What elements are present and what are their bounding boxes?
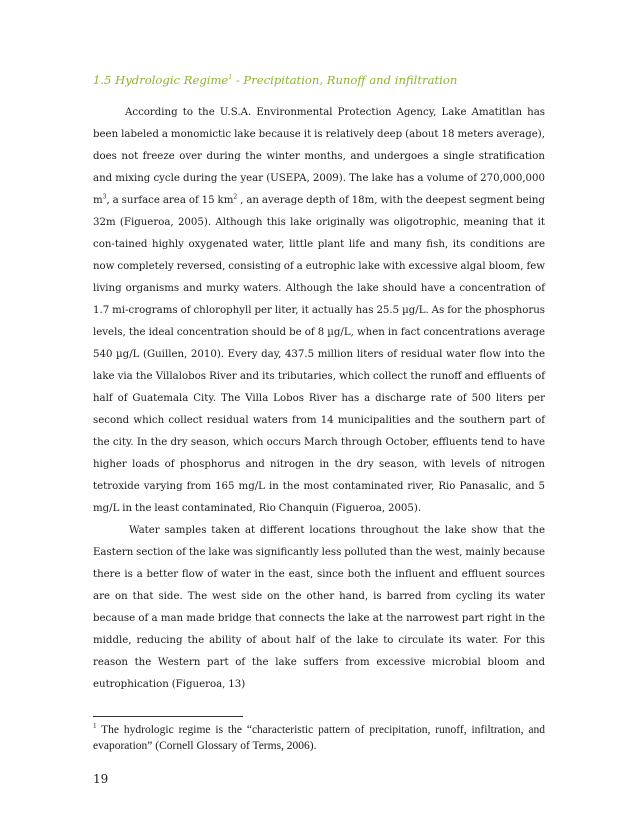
section-heading-subtitle: - Precipitation, Runoff and infiltration [232,73,458,87]
paragraph-2: Water samples taken at different locations throughout the lake show that the Eastern section of the lake was significantly less polluted than the west, mainly because there is a better flow of water in the east, since both the influent and effluent sources are on that side. The west side on the other hand, is barred from cycling its water because of a man made bridge that connects the lake at the narrowest part right in the middle, reducing the ability of about half of the lake to circulate its water. For this reason the Western part of the lake suffers from excessive microbial bloom and eutrophication (Figueroa, 13) [93,525,545,690]
paragraph-1-part-1: According to the U.S.A. Environmental Protection Agency, Lake Amatitlan has been labeled a monomictic lake because it is relatively deep (about 18 meters average), does not freeze over during the winter months, and undergoes a single stratification and mixing cycle during the year (USEPA, 2009). The lake has a volume of 270,000,000 m [93,107,545,206]
paragraph-1-part-2: , a surface area of 15 km [106,195,234,206]
section-heading-title: 1.5 Hydrologic Regime [93,73,229,87]
section-heading [93,73,563,87]
page-number: 19 [93,772,109,786]
footnote-marker: 1 [93,722,97,731]
paragraph-1 [93,102,545,520]
body-text [93,102,545,696]
footnote-separator [93,716,243,717]
superscript-square: 2 [233,193,238,201]
footnote-text: The hydrologic regime is the “characteristic pattern of precipitation, runoff, infiltration, and evaporation” (Cornell Glossary of Terms, 2006). [93,724,545,752]
superscript-cubic: 3 [102,193,107,201]
paragraph-1-part-3: , an average depth of 18m, with the deepest segment being 32m (Figueroa, 2005). Although this lake originally was oligotrophic, meaning that it con-tained highly oxygenated water, little plant life and many fish, its conditions are now completely reversed, consisting of a eutrophic lake with excessive algal bloom, few living organisms and murky waters. Although the lake should have a concentration of 1.7 mi-crograms of chlorophyll per liter, it actually has 25.5 µg/L. As for the phosphorus levels, the ideal concentration should be of 8 µg/L, when in fact concentrations average 540 µg/L (Guillen, 2010). Every day, 437.5 million liters of residual water flow into the lake via the Villalobos River and its tributaries, which collect the runoff and effluents of half of Guatemala City. The Villa Lobos River has a discharge rate of 500 liters per second which collect residual waters from 14 municipalities and the southern part of the city. In the dry season, which occurs March through October, effluents tend to have higher loads of phosphorus and nitrogen in the dry season, with levels of nitrogen tetroxide varying from 165 mg/L in the most contaminated river, Rio Panasalic, and 5 mg/L in the least contaminated, Rio Chanquin (Figueroa, 2005). [93,195,545,514]
footnote [93,722,545,754]
footnote-reference[interactable]: 1 [228,74,233,82]
